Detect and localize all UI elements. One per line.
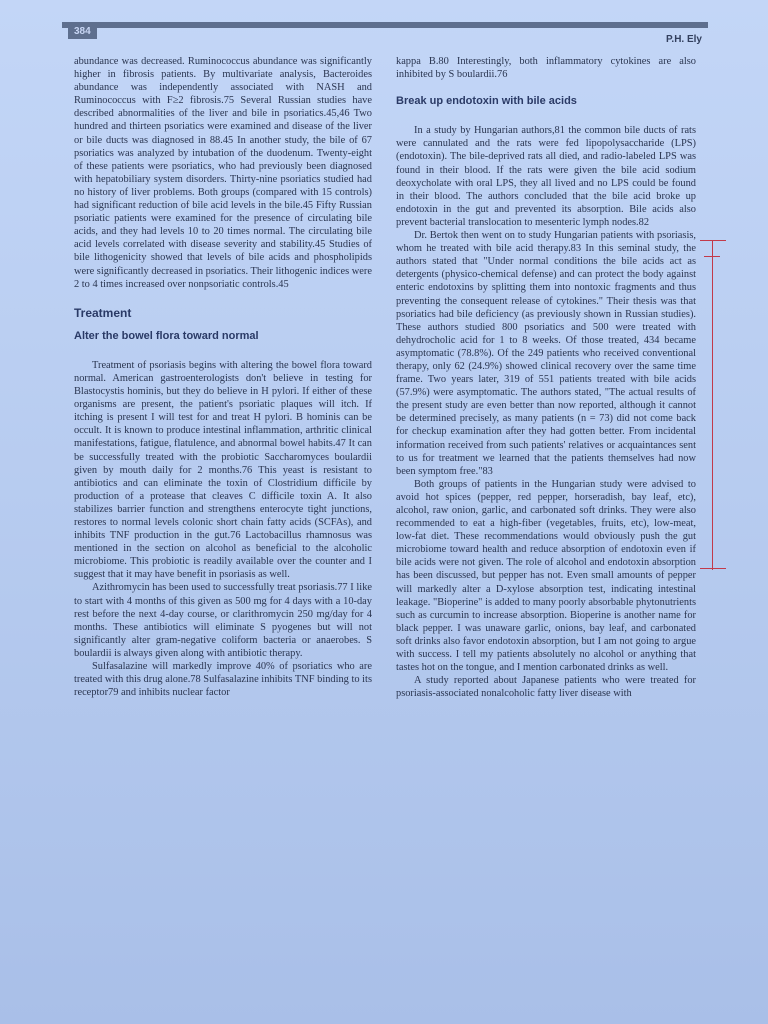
margin-bracket-bottom-tick xyxy=(700,568,726,569)
heading-alter-bowel-flora: Alter the bowel flora toward normal xyxy=(74,329,259,342)
right-intro-paragraph: kappa B.80 Interestingly, both inflammatory cytokines are also inhibited by S boulardii.76 xyxy=(396,56,696,81)
margin-bracket-top-tick xyxy=(700,240,726,241)
right-paragraph-2: Dr. Bertok then went on to study Hungarian patients with psoriasis, whom he treated with bile acid therapy.83 In this seminal study, the authors stated that "Under normal conditions the bile acids act as detergents (physico-chemical defense) and can protect the body against enteric endotoxins by splitting them into nontoxic fragments and thus preventing the consequent release of cytokines." Their thesis was that psoriatics had bile deficiency (as previously shown in Russian studies). These authors studied 800 psoriatics and 500 were treated with dehydrocholic acid for 1 to 8 weeks. Of those treated, 434 became asymptomatic (78.8%). Of the 249 patients who received conventional therapy, only 62 (24.9%) showed clinical recovery over the same time frame. Two years later, 319 of 551 patients treated with bile acids (57.9%) were asymptomatic. The authors stated, "The actual results of the present study are even better than now reported, although it cannot be determined precisely, as many patients (n = 73) did not come back for checkup examination after they had gotten better. From incidental information received from such patients' relatives or acquaintances sent to us for treatment we learned that the patients themselves had now been symptom free."83 xyxy=(396,230,696,477)
right-paragraph-1: In a study by Hungarian authors,81 the common bile ducts of rats were cannulated and the rats were fed lipopolysaccharide (LPS) (endotoxin). The bile-deprived rats all died, and radio-labeled LPS was found in their blood. If the rats were given the bile acid sodium deoxycholate with oral LPS, they all lived and no LPS could be found in their blood. The authors concluded that the bile acid broke up endotoxin in the gut and prevented its absorption. Bile acids also prevent bacterial translocation to mesenteric lymph nodes.82 xyxy=(396,125,696,228)
left-paragraph-2: Azithromycin has been used to successfully treat psoriasis.77 I like to start with 4 months of this given as 500 mg for 4 days with a 10-day rest before the next 4-day course, or clarithromycin 250 mg/day for 4 months. These antibiotics will eliminate S pyogenes but will not significantly alter gram-negative coliform bacteria or anaerobes. S boulardii is always given along with antibiotic therapy. xyxy=(74,582,372,659)
right-column xyxy=(396,55,696,975)
margin-bracket-top-cross xyxy=(704,256,720,257)
margin-bracket-line xyxy=(712,240,713,570)
heading-treatment: Treatment xyxy=(74,305,132,320)
heading-break-up-endotoxin: Break up endotoxin with bile acids xyxy=(396,95,577,108)
left-intro-paragraph: abundance was decreased. Ruminococcus abundance was significantly higher in fibrosis patients. By multivariate analysis, Bacteroides abundance was independently associated with NASH and Ruminococcus with F≥2 fibrosis.75 Several Russian studies have described abnormalities of the liver and bile in psoriatics.45,46 Two hundred and thirteen psoriatics were examined and disease of the liver or bile ducts was diagnosed in 88.45 In another study, the bile of 67 psoriatics was analyzed by intubation of the duodenum. Twenty-eight of these patients were psoriatics, who had previously been diagnosed with hepatobiliary system disorders. Thirty-nine psoriatics studied had no history of liver problems. Both groups (compared with 15 controls) had significant reduction of bile acid levels in the bile.45 Fifty Russian psoriatic patients were examined for the presence of circulating bile acids, and they had levels 10 to 20 times normal. The circulating bile acid levels correlated with disease severity and stability.45 Studies of bile lithogenicity showed that levels of bile acids and phospholipids were significantly decreased in psoriatics. Their lithogenic indices were 2 to 4 times increased over nonpsoriatic controls.45 xyxy=(74,56,372,290)
page-number: 384 xyxy=(68,26,97,39)
page-header xyxy=(62,22,708,50)
right-paragraph-3: Both groups of patients in the Hungarian study were advised to avoid hot spices (pepper, red pepper, horseradish, bay leaf, etc), alcohol, raw onion, garlic, and carbonated soft drinks. They were also recommended to eat a high-fiber (vegetables, fruits, etc), low-meat, low-fat diet. These recommendations would obviously push the gut microbiome toward health and reduce absorption of endotoxin even if bile acids were not given. The role of alcohol and endotoxin absorption has been discussed, but pepper has not. Even small amounts of pepper will markedly alter a D-xylose absorption test, indicating intestinal leakage. "Bioperine" is added to many poorly absorbable phytonutrients such as curcumin to increase absorption. Bioperine is another name for black pepper. I was unaware garlic, onions, bay leaf, and carbonated soft drinks also favor endotoxin absorption, but I am not going to argue with success. I tell my patients absolutely no alcohol or anything that tastes hot on the tongue, and I mention carbonated drinks as well. xyxy=(396,478,696,674)
running-author: P.H. Ely xyxy=(666,34,702,45)
left-paragraph-1: Treatment of psoriasis begins with altering the bowel flora toward normal. American gastroenterologists don't believe in testing for Blastocystis hominis, but they do believe in H pylori. If either of these organisms are present, the patient's psoriatic plaques will itch. If itching is present I will test for and treat H pylori. B hominis can be occult. It is known to produce intestinal inflammation, arthritic clinical manifestations, fatigue, flatulence, and abnormal bowel habits.47 It can be successfully treated with the probiotic Saccharomyces boulardii given by mouth daily for 2 months.76 This yeast is resistant to antibiotics and can eliminate the toxin of Clostridium difficile by production of a protease that cleaves C difficile toxin A. It also stabilizes barrier function and strengthens enterocyte tight junctions, restores to normal levels colonic short chain fatty acids (SCFAs), and inhibits TNF production in the gut.76 Lactobacillus rhamnosus was mentioned in the section on alcohol as beneficial to the alcoholic microbiome. This probiotic is readily available over the counter and I suggest that it may have benefit in psoriasis as well. xyxy=(74,359,372,581)
left-paragraph-3: Sulfasalazine will markedly improve 40% of psoriatics who are treated with this drug alone.78 Sulfasalazine inhibits TNF binding to its receptor79 and inhibits nuclear factor xyxy=(74,661,372,699)
left-column xyxy=(74,55,372,955)
right-paragraph-4: A study reported about Japanese patients who were treated for psoriasis-associated nonalcoholic fatty liver disease with xyxy=(396,675,696,700)
